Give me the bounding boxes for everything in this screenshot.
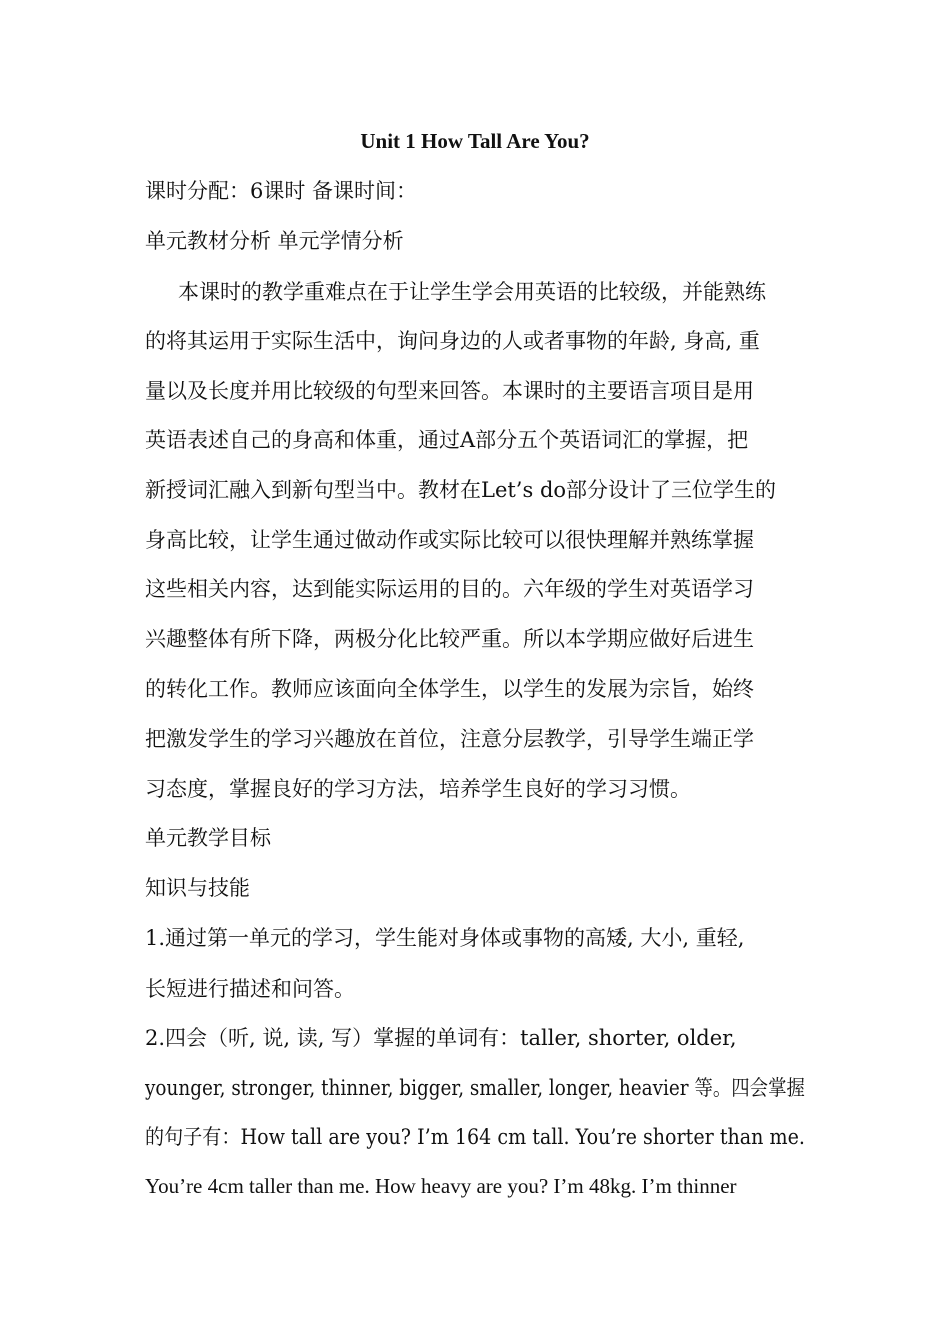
paragraph-line: 本课时的教学重难点在于让学生学会用英语的比较级，并能熟练 [178,280,766,304]
list-item-line: 长短进行描述和问答。 [145,977,355,1001]
list-item-line: 的句子有：How tall are you? I’m 164 cm tall. You’re shorter than me. [145,1125,806,1149]
section-heading-goals: 单元教学目标 [145,826,271,850]
list-item-line: 1.通过第一单元的学习，学生能对身体或事物的高矮, 大小, 重轻, [145,926,745,950]
paragraph-line: 英语表述自己的身高和体重，通过A部分五个英语词汇的掌握，把 [145,428,749,452]
meta-line: 课时分配：6课时 备课时间： [145,179,418,203]
paragraph-line: 这些相关内容，达到能实际运用的目的。六年级的学生对英语学习 [145,577,754,601]
page-title: Unit 1 How Tall Are You? [360,129,590,153]
list-item-line: younger, stronger, thinner, bigger, smaller, longer, heavier 等。四会掌握 [145,1076,805,1100]
paragraph-line: 量以及长度并用比较级的句型来回答。本课时的主要语言项目是用 [145,379,754,403]
paragraph-line: 习态度，掌握良好的学习方法，培养学生良好的学习习惯。 [145,777,691,801]
paragraph-line: 兴趣整体有所下降，两极分化比较严重。所以本学期应做好后进生 [145,627,754,651]
section-heading-analysis: 单元教材分析 单元学情分析 [145,229,404,253]
paragraph-line: 的转化工作。教师应该面向全体学生，以学生的发展为宗旨，始终 [145,677,754,701]
paragraph-line: 身高比较，让学生通过做动作或实际比较可以很快理解并熟练掌握 [145,528,754,552]
paragraph-line: 新授词汇融入到新句型当中。教材在Let’s do部分设计了三位学生的 [145,478,777,502]
paragraph-line: 的将其运用于实际生活中，询问身边的人或者事物的年龄, 身高, 重 [145,329,760,353]
subsection-heading-skills: 知识与技能 [145,876,250,900]
list-item-line: 2.四会（听, 说, 读, 写）掌握的单词有：taller, shorter, older, [145,1026,737,1050]
list-item-line: You’re 4cm taller than me. How heavy are you? I’m 48kg. I’m thinner [145,1174,737,1198]
paragraph-line: 把激发学生的学习兴趣放在首位，注意分层教学，引导学生端正学 [145,727,754,751]
